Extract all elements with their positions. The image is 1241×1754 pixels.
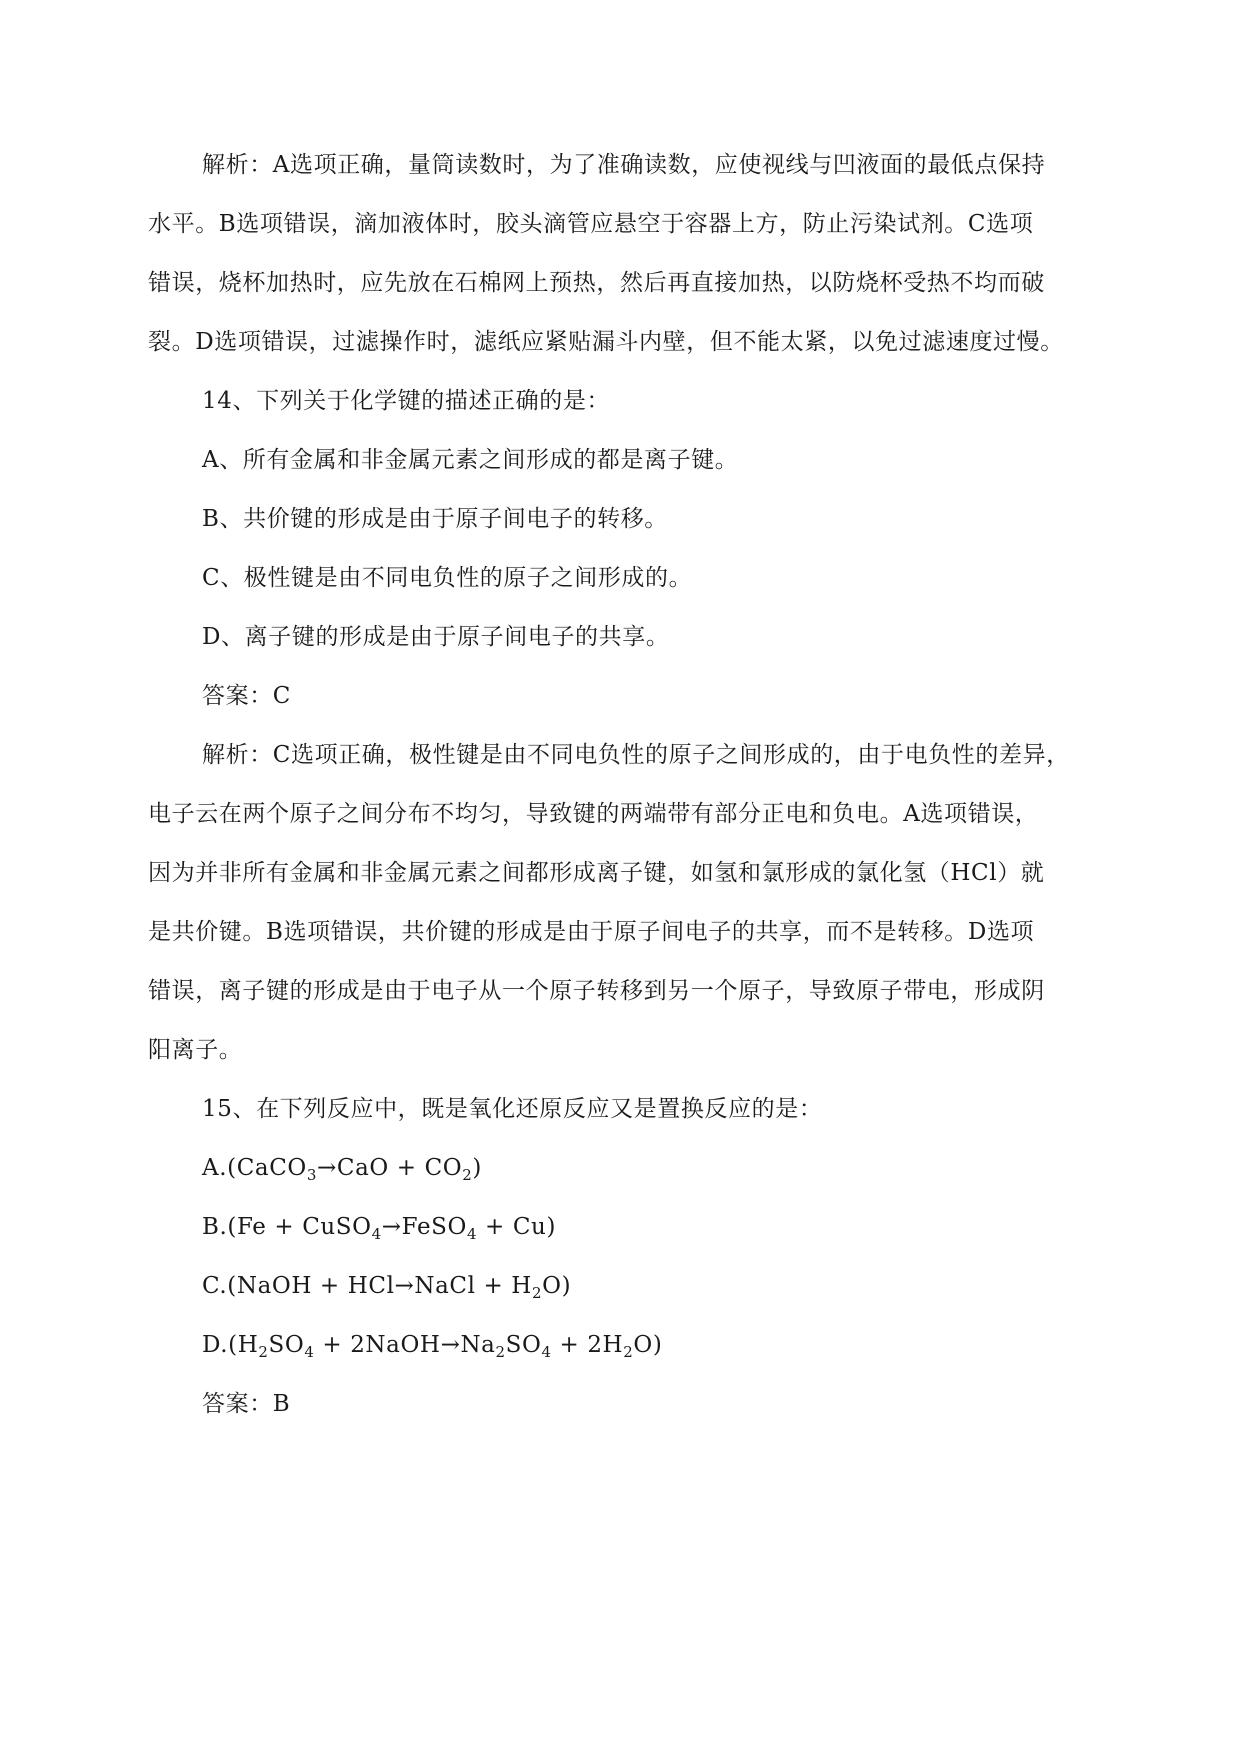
q15-option-d-text: SO xyxy=(505,1332,542,1358)
subscript: 2 xyxy=(623,1343,634,1361)
q15-option-a-label: A. xyxy=(202,1155,228,1181)
subscript: 2 xyxy=(495,1343,506,1361)
q14-analysis-line-3: 因为并非所有金属和非金属元素之间都形成离子键，如氢和氯形成的氯化氢（HCl）就 xyxy=(148,860,1045,886)
q15-option-c xyxy=(202,1271,571,1301)
q15-option-d-text: + 2NaOH→Na xyxy=(314,1332,496,1358)
subscript: 2 xyxy=(462,1166,473,1184)
q15-option-b-label: B. xyxy=(202,1214,228,1240)
q15-answer: 答案：B xyxy=(202,1391,291,1417)
q15-option-b-text: + Cu) xyxy=(477,1214,557,1240)
q15-option-c-text: (NaOH + HCl→NaCl + H xyxy=(227,1273,532,1299)
q15-option-d-text: + 2H xyxy=(551,1332,624,1358)
subscript: 4 xyxy=(466,1225,478,1243)
q15-option-d-text: (H xyxy=(228,1332,259,1358)
q14-option-c: C、极性键是由不同电负性的原子之间形成的。 xyxy=(202,565,693,591)
q15-option-a xyxy=(202,1153,482,1183)
subscript: 2 xyxy=(531,1284,543,1302)
q15-option-b xyxy=(202,1212,556,1242)
q14-option-b: B、共价键的形成是由于原子间电子的转移。 xyxy=(202,506,668,532)
q14-answer: 答案：C xyxy=(202,683,291,709)
q15-option-d xyxy=(202,1330,662,1360)
q14-option-a: A、所有金属和非金属元素之间形成的都是离子键。 xyxy=(202,447,739,473)
q14-analysis-line-1: 解析：C选项正确，极性键是由不同电负性的原子之间形成的，由于电负性的差异， xyxy=(202,742,1070,768)
q13-analysis-line-2: 水平。B选项错误，滴加液体时，胶头滴管应悬空于容器上方，防止污染试剂。C选项 xyxy=(148,211,1034,237)
q13-analysis-line-3: 错误，烧杯加热时，应先放在石棉网上预热，然后再直接加热，以防烧杯受热不均而破 xyxy=(148,270,1045,296)
q15-option-d-label: D. xyxy=(202,1332,229,1358)
q15-option-b-text: (Fe + CuSO xyxy=(227,1214,372,1240)
q14-option-d: D、离子键的形成是由于原子间电子的共享。 xyxy=(202,624,670,650)
subscript: 4 xyxy=(541,1343,552,1361)
q13-analysis-line-1: 解析：A选项正确，量筒读数时，为了准确读数，应使视线与凹液面的最低点保持 xyxy=(202,152,1046,178)
q15-option-d-text: SO xyxy=(268,1332,305,1358)
q14-analysis-line-4: 是共价键。B选项错误，共价键的形成是由于原子间电子的共享，而不是转移。D选项 xyxy=(148,919,1035,945)
q15-option-a-text: ) xyxy=(472,1155,482,1181)
q15-option-b-text: →FeSO xyxy=(381,1214,467,1240)
subscript: 2 xyxy=(258,1343,269,1361)
q14-analysis-line-2: 电子云在两个原子之间分布不均匀，导致键的两端带有部分正电和负电。A选项错误， xyxy=(148,801,1039,827)
q15-option-a-text: (CaCO xyxy=(227,1155,307,1181)
q15-question: 15、在下列反应中，既是氧化还原反应又是置换反应的是： xyxy=(202,1096,823,1122)
q14-question: 14、下列关于化学键的描述正确的是： xyxy=(202,388,611,414)
q15-option-c-text: O) xyxy=(542,1273,572,1299)
q13-analysis-line-4: 裂。D选项错误，过滤操作时，滤纸应紧贴漏斗内壁，但不能太紧，以免过滤速度过慢。 xyxy=(148,329,1064,355)
subscript: 4 xyxy=(371,1225,382,1243)
q14-analysis-line-5: 错误，离子键的形成是由于电子从一个原子转移到另一个原子，导致原子带电，形成阴 xyxy=(148,978,1045,1004)
q14-analysis-line-6: 阳离子。 xyxy=(148,1037,243,1063)
subscript: 3 xyxy=(306,1166,318,1184)
q15-option-d-text: O) xyxy=(633,1332,663,1358)
q15-option-c-label: C. xyxy=(202,1273,228,1299)
subscript: 4 xyxy=(304,1343,315,1361)
q15-option-a-text: →CaO + CO xyxy=(317,1155,463,1181)
